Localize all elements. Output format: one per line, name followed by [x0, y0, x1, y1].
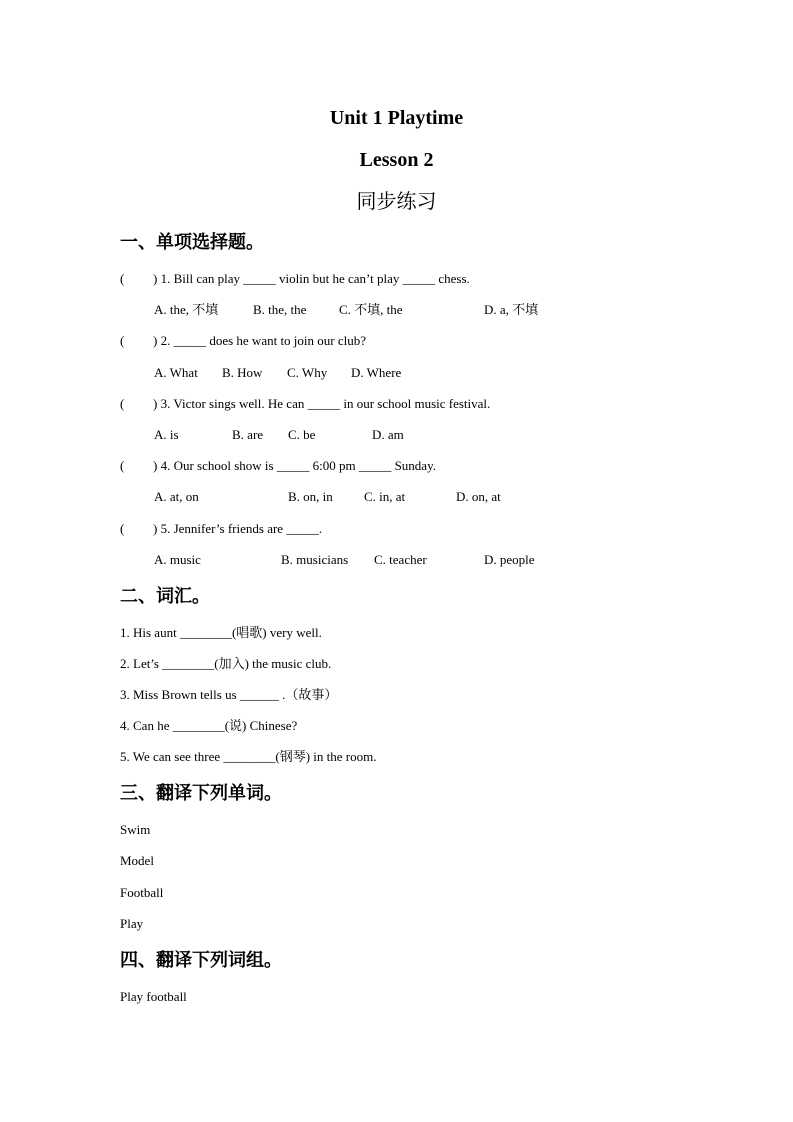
option-a: A. at, on — [154, 489, 199, 504]
phrase-item-1: Play football — [120, 989, 187, 1004]
option-a: A. What — [154, 365, 198, 380]
section-heading-vocabulary: 二、词汇。 — [120, 586, 210, 607]
answer-blank-paren[interactable]: ( — [120, 333, 125, 348]
option-b: B. musicians — [281, 552, 349, 567]
option-a: A. is — [154, 427, 179, 442]
word-item-2: Model — [120, 853, 154, 868]
vocab-item-1: 1. His aunt ________(唱歌) very well. — [120, 625, 322, 640]
option-a: A. music — [154, 552, 201, 567]
option-c: C. in, at — [364, 489, 406, 504]
option-c: C. 不填, the — [339, 302, 403, 317]
question-text: ) 2. _____ does he want to join our club? — [153, 333, 367, 348]
section-heading-translate-words: 三、翻译下列单词。 — [120, 783, 282, 804]
section-heading-multiple-choice: 一、单项选择题。 — [120, 232, 264, 253]
answer-blank-paren[interactable]: ( — [120, 396, 125, 411]
vocab-item-4: 4. Can he ________(说) Chinese? — [120, 718, 298, 733]
word-item-1: Swim — [120, 822, 151, 837]
option-c: C. teacher — [374, 552, 427, 567]
option-d: D. am — [372, 427, 404, 442]
question-text: ) 1. Bill can play _____ violin but he can’t play _____ chess. — [153, 271, 470, 286]
answer-blank-paren[interactable]: ( — [120, 521, 125, 536]
option-a: A. the, 不填 — [154, 302, 219, 317]
question-text: ) 3. Victor sings well. He can _____ in our school music festival. — [153, 396, 491, 411]
word-item-4: Play — [120, 916, 144, 931]
question-text: ) 4. Our school show is _____ 6:00 pm _____ Sunday. — [153, 458, 436, 473]
option-d: D. a, 不填 — [484, 302, 539, 317]
vocab-item-3: 3. Miss Brown tells us ______ .（故事） — [120, 687, 338, 702]
unit-title: Unit 1 Playtime — [329, 107, 464, 129]
lesson-title: Lesson 2 — [359, 149, 434, 171]
subtitle: 同步练习 — [356, 189, 437, 213]
option-b: B. How — [222, 365, 263, 380]
option-b: B. are — [232, 427, 264, 442]
option-d: D. people — [484, 552, 535, 567]
option-c: C. be — [288, 427, 316, 442]
question-text: ) 5. Jennifer’s friends are _____. — [153, 521, 323, 536]
word-item-3: Football — [120, 885, 164, 900]
option-c: C. Why — [287, 365, 328, 380]
vocab-item-5: 5. We can see three ________(钢琴) in the room. — [120, 749, 377, 764]
answer-blank-paren[interactable]: ( — [120, 271, 125, 286]
answer-blank-paren[interactable]: ( — [120, 458, 125, 473]
section-heading-translate-phrases: 四、翻译下列词组。 — [120, 950, 282, 971]
option-d: D. Where — [351, 365, 402, 380]
option-b: B. on, in — [288, 489, 333, 504]
option-d: D. on, at — [456, 489, 501, 504]
option-b: B. the, the — [253, 302, 307, 317]
vocab-item-2: 2. Let’s ________(加入) the music club. — [120, 656, 332, 671]
